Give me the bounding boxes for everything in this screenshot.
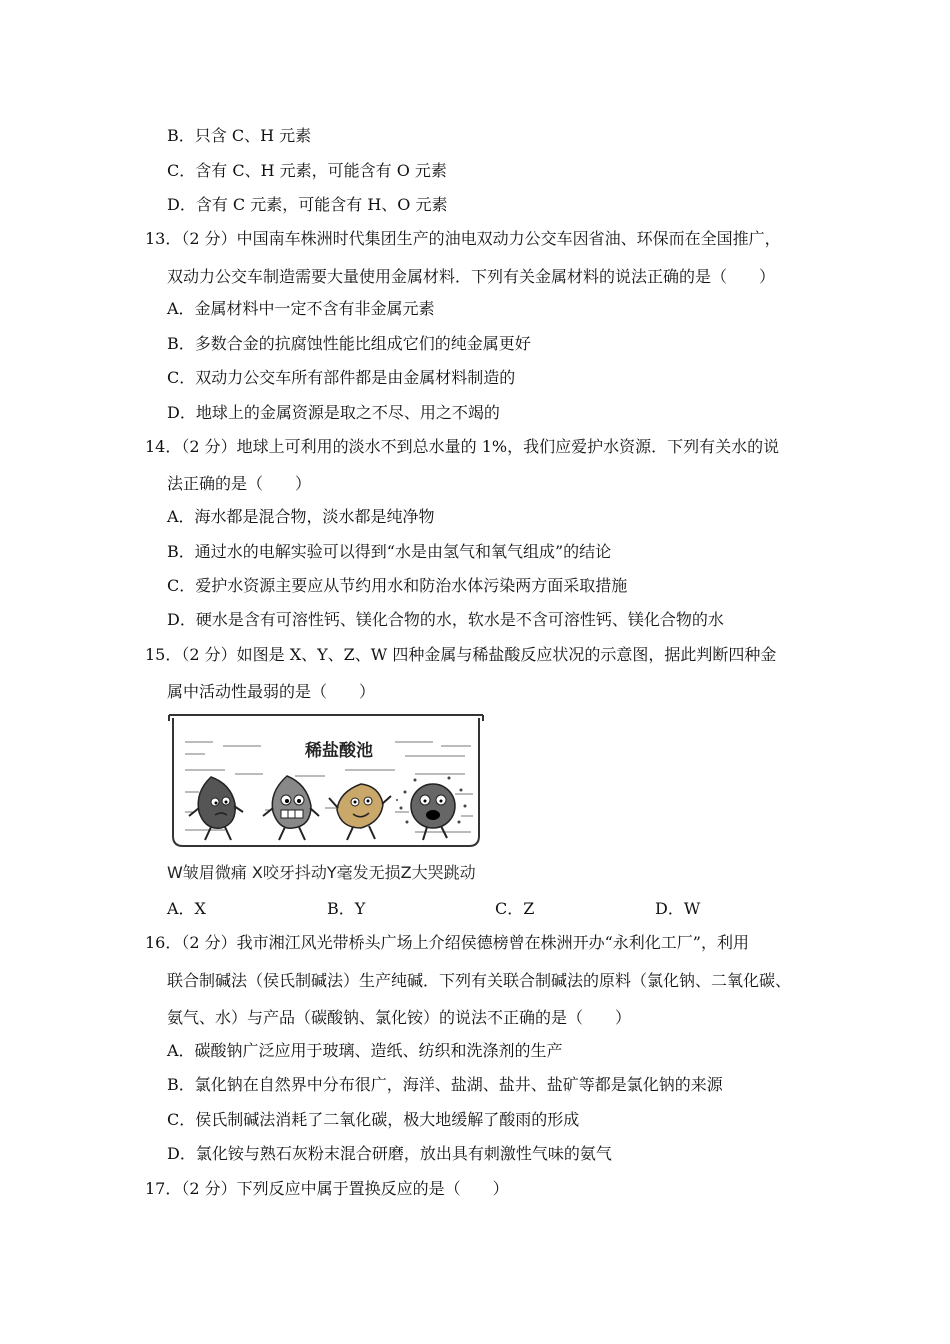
metal-y-character [329, 784, 391, 840]
question-14-option-b: B．通过水的电解实验可以得到“水是由氢气和氧气组成”的结论 [167, 542, 612, 561]
question-16-stem-cont-1: 联合制碱法（侯氏制碱法）生产纯碱．下列有关联合制碱法的原料（氯化钠、二氧化碳、 [167, 971, 792, 990]
figure-caption: W皱眉微痛 X咬牙抖动Y毫发无损Z大哭跳动 [167, 863, 476, 882]
question-14-stem-cont: 法正确的是（ ） [167, 474, 312, 493]
option-c: C．含有 C、H 元素，可能含有 O 元素 [167, 161, 447, 180]
question-15-option-a: A．X [167, 899, 206, 918]
question-13-option-a: A．金属材料中一定不含有非金属元素 [167, 299, 435, 318]
metal-w-character [189, 777, 243, 840]
question-13-option-b: B．多数合金的抗腐蚀性能比组成它们的纯金属更好 [167, 334, 531, 353]
acid-pool-figure [165, 712, 495, 884]
question-15-options [0, 899, 950, 919]
question-15-option-c: C．Z [495, 899, 535, 918]
question-16-stem-cont-2: 氨气、水）与产品（碳酸钠、氯化铵）的说法不正确的是（ ） [167, 1008, 632, 1027]
question-16-stem: 16．（2 分）我市湘江风光带桥头广场上介绍侯德榜曾在株洲开办“永利化工厂”，利用 [145, 933, 749, 952]
question-16-option-b: B．氯化钠在自然界中分布很广，海洋、盐湖、盐井、盐矿等都是氯化钠的来源 [167, 1075, 723, 1094]
option-b: B．只含 C、H 元素 [167, 126, 312, 145]
metal-z-character [396, 777, 467, 841]
question-13-option-c: C．双动力公交车所有部件都是由金属材料制造的 [167, 368, 516, 387]
question-14-option-c: C．爱护水资源主要应从节约用水和防治水体污染两方面采取措施 [167, 576, 628, 595]
option-d: D．含有 C 元素，可能含有 H、O 元素 [167, 195, 448, 214]
question-14-option-a: A．海水都是混合物，淡水都是纯净物 [167, 507, 435, 526]
question-13-stem: 13．（2 分）中国南车株洲时代集团生产的油电双动力公交车因省油、环保而在全国推广， [145, 229, 781, 248]
question-15-stem-cont: 属中活动性最弱的是（ ） [167, 682, 376, 701]
question-15-stem: 15．（2 分）如图是 X、Y、Z、W 四种金属与稀盐酸反应状况的示意图，据此判断四种金 [145, 645, 777, 664]
question-15-option-b: B．Y [327, 899, 366, 918]
question-14-option-d: D．硬水是含有可溶性钙、镁化合物的水，软水是不含可溶性钙、镁化合物的水 [167, 610, 724, 629]
question-16-option-d: D．氯化铵与熟石灰粉末混合研磨，放出具有刺激性气味的氨气 [167, 1144, 612, 1163]
question-16-option-a: A．碳酸钠广泛应用于玻璃、造纸、纺织和洗涤剂的生产 [167, 1041, 563, 1060]
question-13-option-d: D．地球上的金属资源是取之不尽、用之不竭的 [167, 403, 500, 422]
question-15-option-d: D．W [655, 899, 701, 918]
question-16-option-c: C．侯氏制碱法消耗了二氧化碳，极大地缓解了酸雨的形成 [167, 1110, 580, 1129]
tank-label: 稀盐酸池 [305, 741, 373, 761]
question-14-stem: 14．（2 分）地球上可利用的淡水不到总水量的 1%，我们应爱护水资源．下列有关水的说 [145, 437, 780, 456]
metal-x-character [263, 776, 319, 840]
question-13-stem-cont: 双动力公交车制造需要大量使用金属材料．下列有关金属材料的说法正确的是（ ） [167, 267, 776, 286]
question-17-stem: 17．（2 分）下列反应中属于置换反应的是（ ） [145, 1179, 509, 1198]
